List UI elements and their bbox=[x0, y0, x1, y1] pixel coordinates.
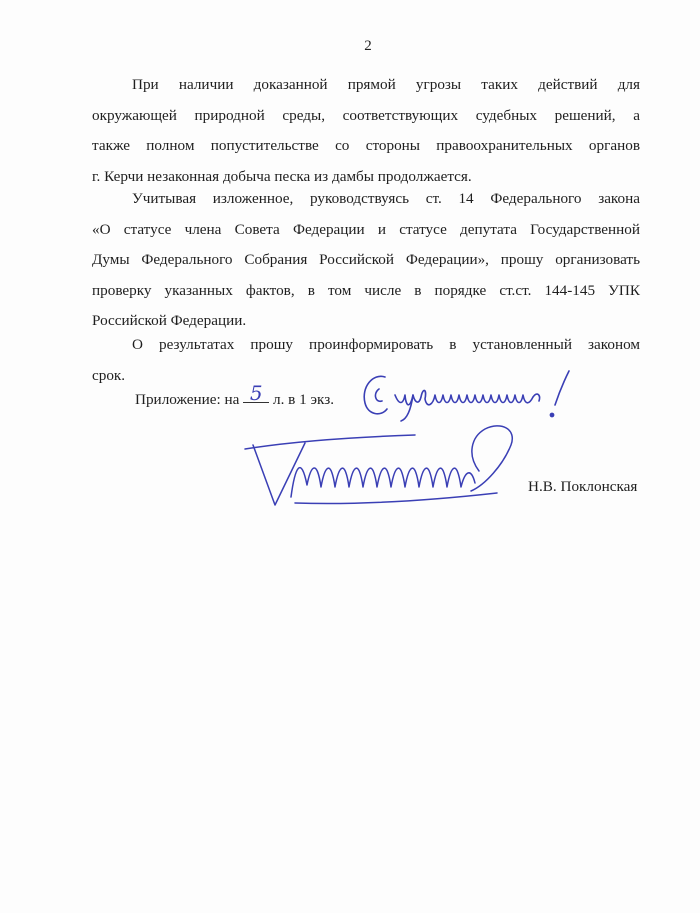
paragraph-line: срок. bbox=[92, 366, 126, 384]
attachment-prefix: Приложение: на bbox=[135, 391, 240, 408]
paragraph-line: При наличии доказанной прямой угрозы таких действий для bbox=[132, 76, 640, 93]
paragraph-1 bbox=[92, 70, 640, 192]
paragraph-line: проверку указанных фактов, в том числе в порядке ст.ст. 144-145 УПК bbox=[92, 281, 640, 299]
attachment-line bbox=[135, 381, 335, 409]
paragraph-2 bbox=[92, 184, 640, 337]
paragraph-line: О результатах прошу проинформировать в установленный законом bbox=[132, 336, 640, 353]
signer-name: Н.В. Поклонская bbox=[528, 478, 638, 495]
attachment-page-count: 5 bbox=[243, 384, 269, 403]
paragraph-line: также полном попустительстве со стороны правоохранительных органов bbox=[92, 137, 640, 154]
paragraph-line: «О статусе члена Совета Федерации и статусе депутата Государственной bbox=[92, 220, 640, 238]
paragraph-line: окружающей природной среды, соответствующих судебных решений, а bbox=[92, 106, 640, 124]
paragraph-line: Российской Федерации. bbox=[92, 312, 247, 329]
attachment-suffix: л. в 1 экз. bbox=[273, 391, 335, 408]
paragraph-line: г. Керчи незаконная добыча песка из дамбы продолжается. bbox=[92, 167, 472, 185]
paragraph-line: Думы Федерального Собрания Российской Федерации», прошу организовать bbox=[92, 251, 640, 268]
paragraph-line: Учитывая изложенное, руководствуясь ст. 14 Федерального закона bbox=[132, 190, 640, 207]
signature bbox=[235, 415, 535, 515]
page-number: 2 bbox=[364, 38, 372, 54]
